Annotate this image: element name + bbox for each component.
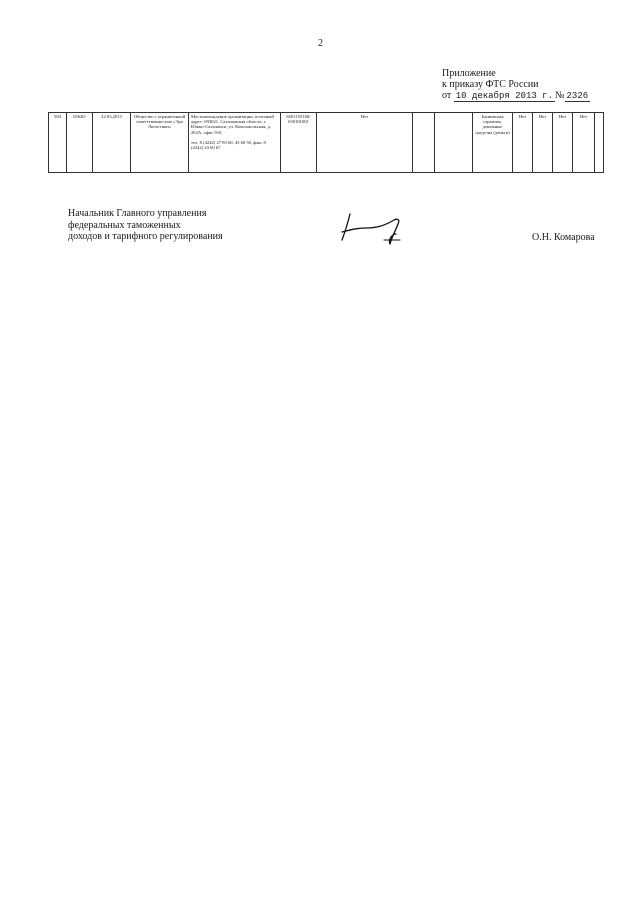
cell-code: 05640/ <box>67 113 93 173</box>
signatory-title-line3: доходов и тарифного регулирования <box>68 231 223 242</box>
order-number: 2326 <box>566 91 589 101</box>
cell-org-name: Общество с ограниченной ответственностью «Эра Логистики» <box>131 113 189 173</box>
from-label: от <box>442 90 452 101</box>
phone-text: тел. 8 (4242) 27 83 60, 43 60 50, факс 8 (4242) 43 60 67 <box>191 140 266 151</box>
cell-inn-kpp: 6501195168/ 650101001 <box>281 113 317 173</box>
signatory-title-line1: Начальник Главного управления <box>68 208 207 219</box>
cell-col10: Нет <box>513 113 533 173</box>
appendix-header <box>442 68 590 102</box>
signatory-title-line2: федеральных таможенных <box>68 219 181 231</box>
page-number: 2 <box>318 38 323 49</box>
cell-col13: Нет <box>573 113 595 173</box>
registry-table <box>48 112 604 173</box>
number-label: № <box>554 90 565 101</box>
signer-name: О.Н. Комарова <box>532 232 595 243</box>
handwritten-signature <box>336 210 418 248</box>
cell-col11: Нет <box>533 113 553 173</box>
appendix-order-ref: к приказу ФТС России <box>442 79 539 90</box>
address-text: Местонахождение организации, почтовый адрес: 693021, Сахалинская область, г. Южно-Сахалинск, ул. Комсомольская, д. 263А, офис 910, <box>191 114 274 135</box>
cell-date: 22.03.2013 <box>93 113 131 173</box>
order-date: 10 декабря 2013 г. <box>455 91 553 101</box>
cell-address <box>189 113 281 173</box>
cell-security: Банковская гарантия, денежные средства (деньги) <box>473 113 513 173</box>
table-row <box>49 113 604 173</box>
cell-reg-no: 584 <box>49 113 67 173</box>
cell-col8 <box>435 113 473 173</box>
cell-col14 <box>595 113 604 173</box>
cell-col6: Нет <box>317 113 413 173</box>
appendix-date-line <box>442 90 590 102</box>
cell-col7 <box>413 113 435 173</box>
signatory-title <box>68 208 223 243</box>
cell-col12: Нет <box>553 113 573 173</box>
appendix-title: Приложение <box>442 68 496 79</box>
